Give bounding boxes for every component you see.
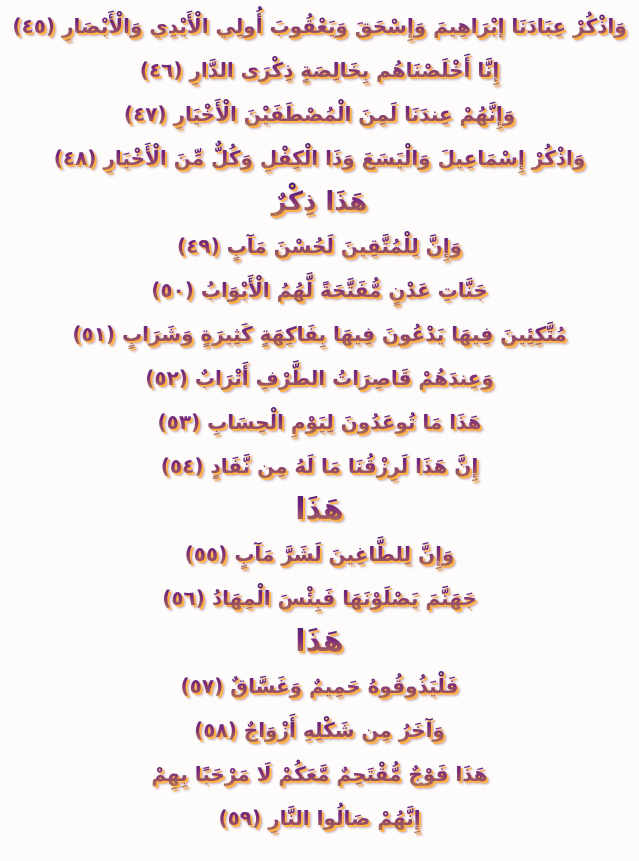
verse-59-part-1: هَذَا فَوْجٌ مُّقْتَحِمٌ مَّعَكُمْ لَا مَرْحَبًا بِهِمْ — [0, 752, 639, 796]
verse-58: وَآخَرُ مِن شَكْلِهِ أَزْوَاجٌ (٥٨) — [0, 708, 639, 752]
verse-46: إِنَّا أَخْلَصْنَاهُم بِخَالِصَةٍ ذِكْرَى الدَّارِ (٤٦) — [0, 48, 639, 92]
verse-56: جَهَنَّمَ يَصْلَوْنَهَا فَبِئْسَ الْمِهَادُ (٥٦) — [0, 576, 639, 620]
verse-49: وَإِنَّ لِلْمُتَّقِينَ لَحُسْنَ مَآبٍ (٤٩) — [0, 224, 639, 268]
verse-45: وَاذْكُرْ عِبَادَنَا إبْرَاهِيمَ وَإِسْحَقَ وَيَعْقُوبَ أُولِي الْأَيْدِي وَالْأَبْصَارِ (٤٥) — [0, 4, 639, 48]
verse-55: وَإِنَّ لِلطَّاغِينَ لَشَرَّ مَآبٍ (٥٥) — [0, 532, 639, 576]
verse-52: وَعِندَهُمْ قَاصِرَاتُ الطَّرْفِ أَتْرَابٌ (٥٢) — [0, 356, 639, 400]
verse-59-part-2: إِنَّهُمْ صَالُوا النَّارِ (٥٩) — [0, 796, 639, 840]
verse-53: هَذَا مَا تُوعَدُونَ لِيَوْمِ الْحِسَابِ (٥٣) — [0, 400, 639, 444]
verse-47: وَإِنَّهُمْ عِندَنَا لَمِنَ الْمُصْطَفَيْنَ الْأَخْيَارِ (٤٧) — [0, 92, 639, 136]
verse-50: جَنَّاتِ عَدْنٍ مُّفَتَّحَةً لَّهُمُ الْأَبْوَابُ (٥٠) — [0, 268, 639, 312]
section-heading-dhikr: هَذَا ذِكْرٌ — [0, 180, 639, 224]
verse-54: إِنَّ هَذَا لَرِزْقُنَا مَا لَهُ مِن نَّفَادٍ (٥٤) — [0, 444, 639, 488]
section-heading-hadha-2: هَذَا — [0, 620, 639, 664]
section-heading-hadha-1: هَذَا — [0, 488, 639, 532]
verse-48: وَاذْكُرْ إِسْمَاعِيلَ وَالْيَسَعَ وَذَا الْكِفْلِ وَكُلٌّ مِّنَ الْأَخْيَارِ (٤٨) — [0, 136, 639, 180]
verse-51: مُتَّكِئِينَ فِيهَا يَدْعُونَ فِيهَا بِفَاكِهَةٍ كَثِيرَةٍ وَشَرَابٍ (٥١) — [0, 312, 639, 356]
verse-57: فَلْيَذُوقُوهُ حَمِيمٌ وَغَسَّاقٌ (٥٧) — [0, 664, 639, 708]
